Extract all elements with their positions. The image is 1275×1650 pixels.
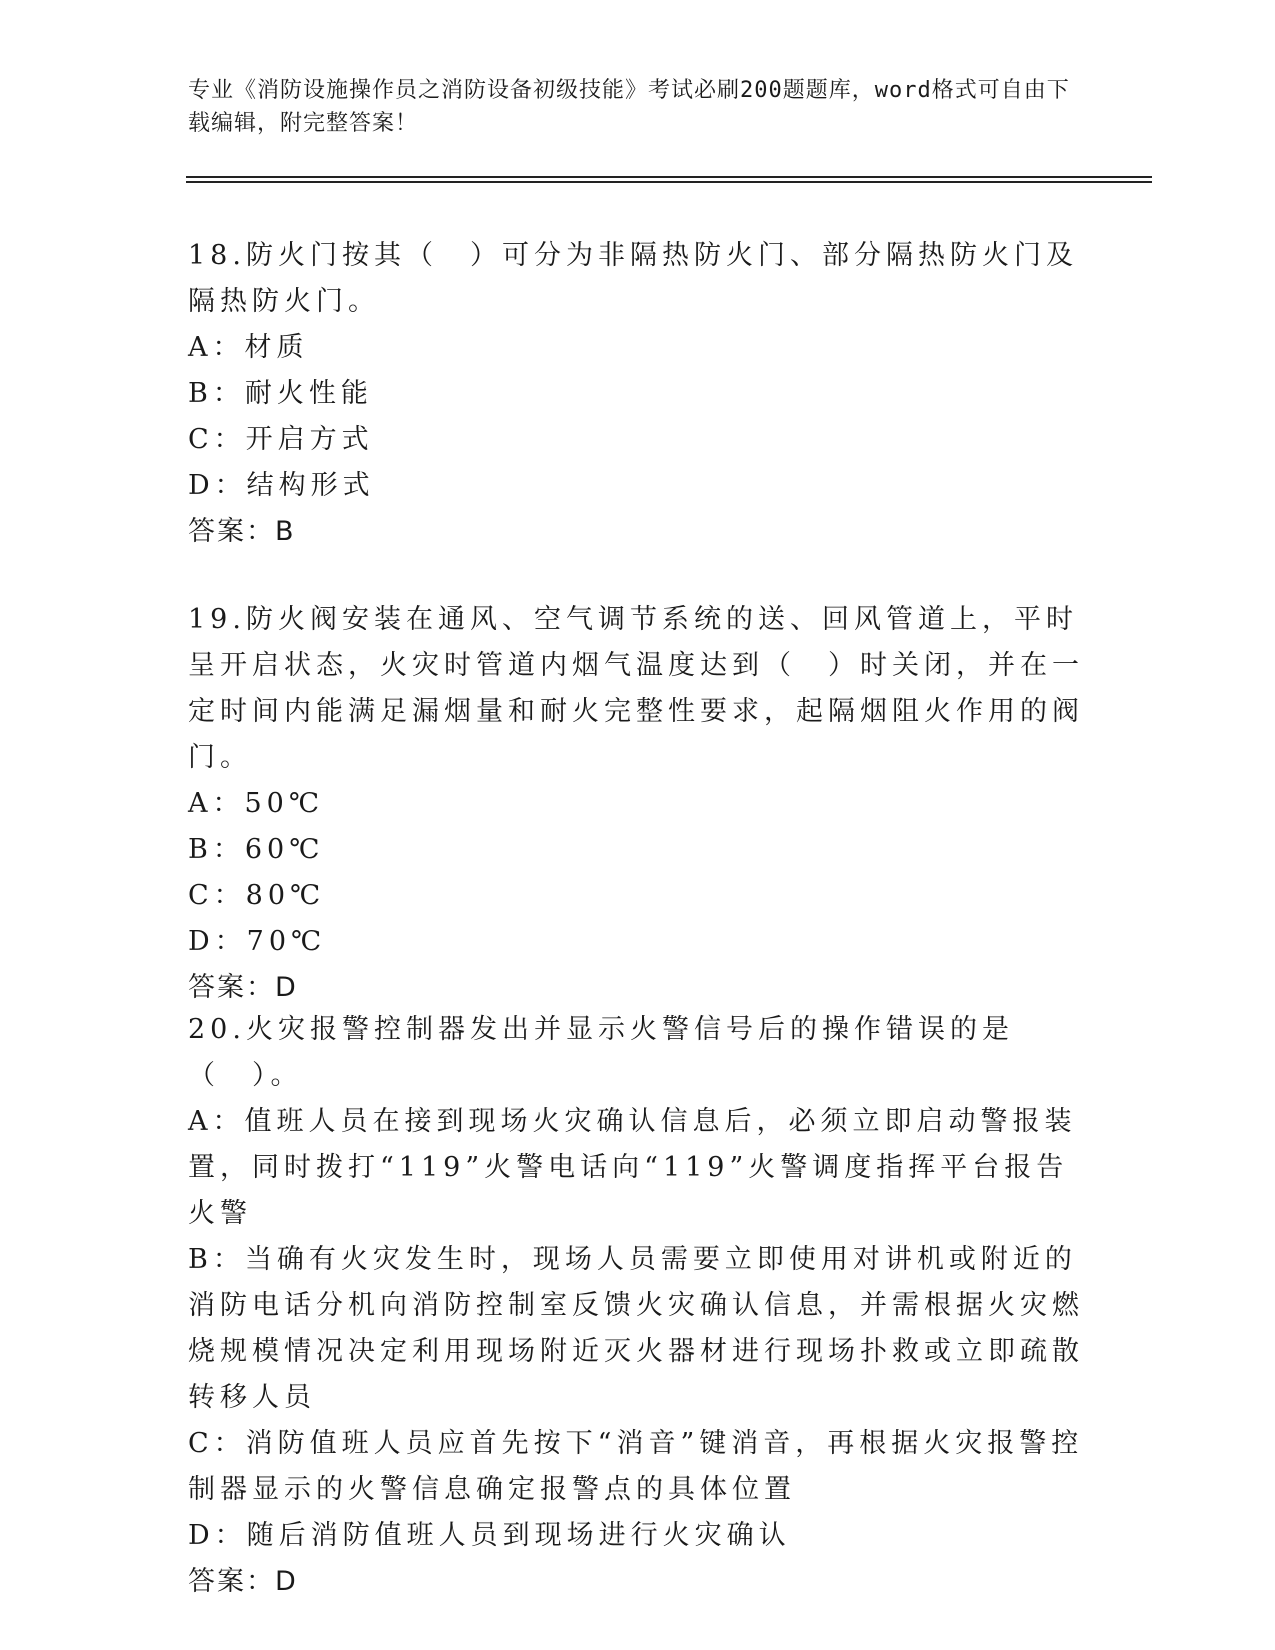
question-18 <box>188 233 1088 555</box>
option-b: B：当确有火灾发生时，现场人员需要立即使用对讲机或附近的消防电话分机向消防控制室反馈火灾确认信息，并需根据火灾燃烧规模情况决定利用现场附近灭火器材进行现场扑救或立即疏散转移人员 <box>188 1244 1084 1413</box>
question-20 <box>188 1007 1088 1605</box>
question-19 <box>188 597 1088 1011</box>
header-divider-top <box>186 176 1152 178</box>
answer: 答案：D <box>188 1566 298 1597</box>
document-header: 专业《消防设施操作员之消防设备初级技能》考试必刷200题题库，word格式可自由下载编辑，附完整答案！ <box>188 78 1070 136</box>
question-stem: 20.火灾报警控制器发出并显示火警信号后的操作错误的是（ ）。 <box>188 1014 1014 1091</box>
question-stem: 19.防火阀安装在通风、空气调节系统的送、回风管道上，平时呈开启状态，火灾时管道内烟气温度达到（ ）时关闭，并在一定时间内能满足漏烟量和耐火完整性要求，起隔烟阻火作用的阀门。 <box>188 604 1084 773</box>
answer: 答案：D <box>188 972 298 1003</box>
header-divider-bottom <box>186 181 1152 183</box>
option-a: A：材质 <box>188 332 309 363</box>
option-b: B：60℃ <box>188 834 325 865</box>
option-d: D：随后消防值班人员到现场进行火灾确认 <box>188 1520 791 1551</box>
question-stem: 18.防火门按其（ ）可分为非隔热防火门、部分隔热防火门及隔热防火门。 <box>188 240 1078 317</box>
option-a: A：50℃ <box>188 788 325 819</box>
option-d: D：70℃ <box>188 926 327 957</box>
option-b: B：耐火性能 <box>188 378 373 409</box>
option-c: C：开启方式 <box>188 424 374 455</box>
answer: 答案：B <box>188 516 296 547</box>
option-d: D：结构形式 <box>188 470 375 501</box>
option-c: C：消防值班人员应首先按下“消音”键消音，再根据火灾报警控制器显示的火警信息确定报警点的具体位置 <box>188 1428 1084 1505</box>
option-c: C：80℃ <box>188 880 326 911</box>
option-a: A：值班人员在接到现场火灾确认信息后，必须立即启动警报装置，同时拨打“119”火警电话向“119”火警调度指挥平台报告火警 <box>188 1106 1077 1229</box>
